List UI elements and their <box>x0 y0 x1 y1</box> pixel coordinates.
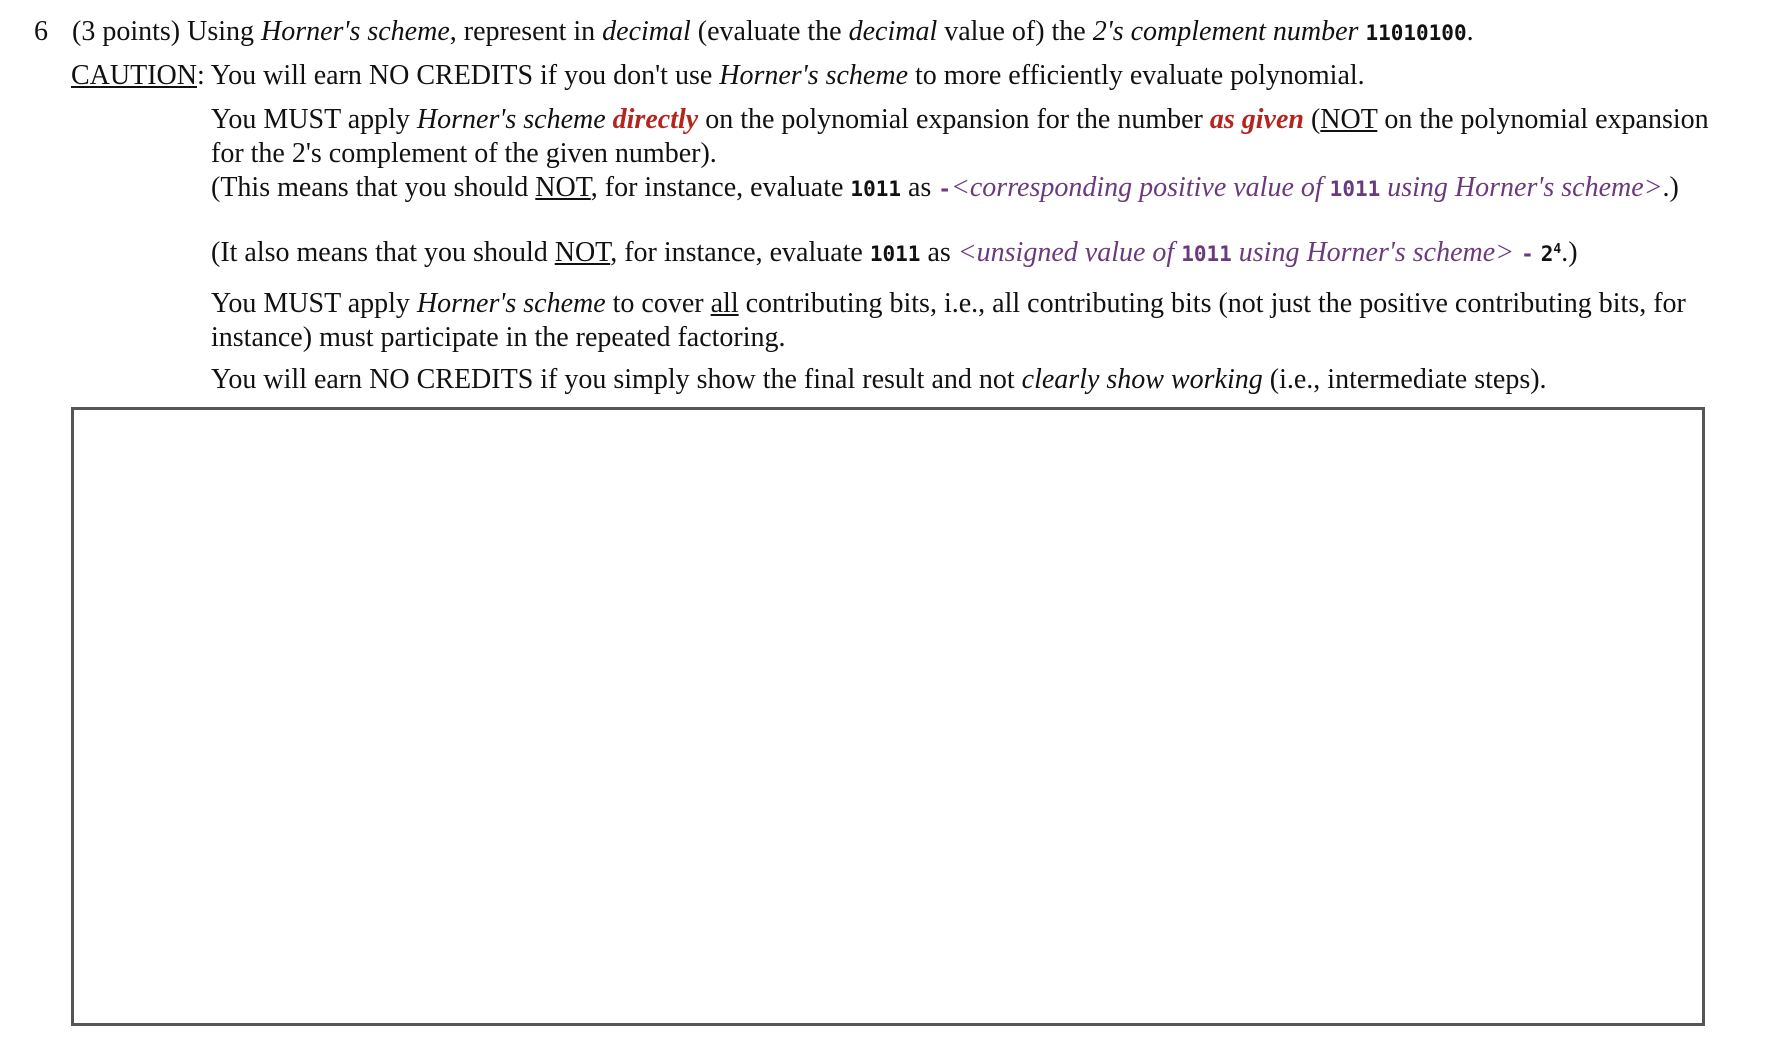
text-italic: Horner's scheme <box>416 288 606 319</box>
binary-number: 11010100 <box>1365 21 1467 45</box>
text: contributing bits, i.e., all contributing bits (not just the positive contributing bits, for instance) must participate in the repeated factoring. <box>211 288 1686 353</box>
power-exponent: 4 <box>1553 242 1562 257</box>
text: to cover <box>612 288 704 319</box>
power-of-two <box>1541 242 1562 266</box>
minus-sign: - <box>1521 242 1534 266</box>
placeholder-expression: using Horner's scheme> <box>1238 237 1515 268</box>
binary-example: 1011 <box>1329 177 1381 201</box>
text: as <box>927 237 951 268</box>
binary-example: 1011 <box>1181 242 1232 266</box>
text: on the polynomial expansion for the number <box>705 104 1203 135</box>
text: , for instance, evaluate <box>610 237 863 268</box>
binary-example: 1011 <box>869 242 921 266</box>
text: : You will earn NO CREDITS if you don't use <box>197 60 713 91</box>
placeholder-expression: <unsigned value of <box>957 237 1175 268</box>
text: (evaluate the <box>697 16 842 47</box>
text-not: NOT <box>1320 104 1378 135</box>
text: value of) the <box>944 16 1086 47</box>
rule-not-unsigned <box>211 236 1731 271</box>
text-italic: decimal <box>848 16 938 47</box>
caution-line <box>71 59 1365 93</box>
rule-direct-application <box>211 103 1731 206</box>
text-italic: 2's complement number <box>1092 16 1359 47</box>
rule-all-bits <box>211 287 1731 355</box>
text-italic: Horner's scheme <box>416 104 606 135</box>
text: (This means that you should <box>211 172 529 203</box>
question-number: 6 <box>34 16 48 47</box>
minus-sign: - <box>938 177 951 201</box>
text-not: NOT <box>535 172 591 203</box>
text: You MUST apply <box>211 288 410 319</box>
question-header <box>34 15 1474 50</box>
text: Using <box>187 16 255 47</box>
text-italic: decimal <box>602 16 691 47</box>
text: (It also means that you should <box>211 237 548 268</box>
text: on the polynomial expansion for the 2's complement of the given number). <box>211 104 1709 169</box>
text: ( <box>1310 104 1321 135</box>
text: . <box>1466 16 1474 47</box>
rule-show-working <box>211 363 1731 397</box>
emphasis-as-given: as given <box>1209 104 1304 135</box>
text: .) <box>1561 237 1578 268</box>
text-italic: clearly show working <box>1021 364 1263 395</box>
text-italic: Horner's scheme <box>719 60 908 91</box>
text: , for instance, evaluate <box>590 172 844 203</box>
text: , represent in <box>449 16 596 47</box>
placeholder-expression: <corresponding positive value of <box>950 172 1323 203</box>
answer-box[interactable] <box>71 407 1705 1026</box>
text-italic: Horner's scheme <box>261 16 450 47</box>
binary-example: 1011 <box>850 177 901 201</box>
power-base: 2 <box>1540 242 1554 266</box>
text: as <box>908 172 932 203</box>
text: You will earn NO CREDITS if you simply show the final result and not <box>211 364 1015 395</box>
placeholder-expression: using Horner's scheme> <box>1387 172 1663 203</box>
text: .) <box>1662 172 1679 203</box>
question-points: (3 points) <box>72 16 181 47</box>
caution-label: CAUTION <box>71 60 197 91</box>
text-all: all <box>710 288 739 319</box>
text-not: NOT <box>554 237 611 268</box>
text: to more efficiently evaluate polynomial. <box>915 60 1365 91</box>
text: (i.e., intermediate steps). <box>1269 364 1547 395</box>
text: You MUST apply <box>211 104 410 135</box>
emphasis-directly: directly <box>612 104 699 135</box>
